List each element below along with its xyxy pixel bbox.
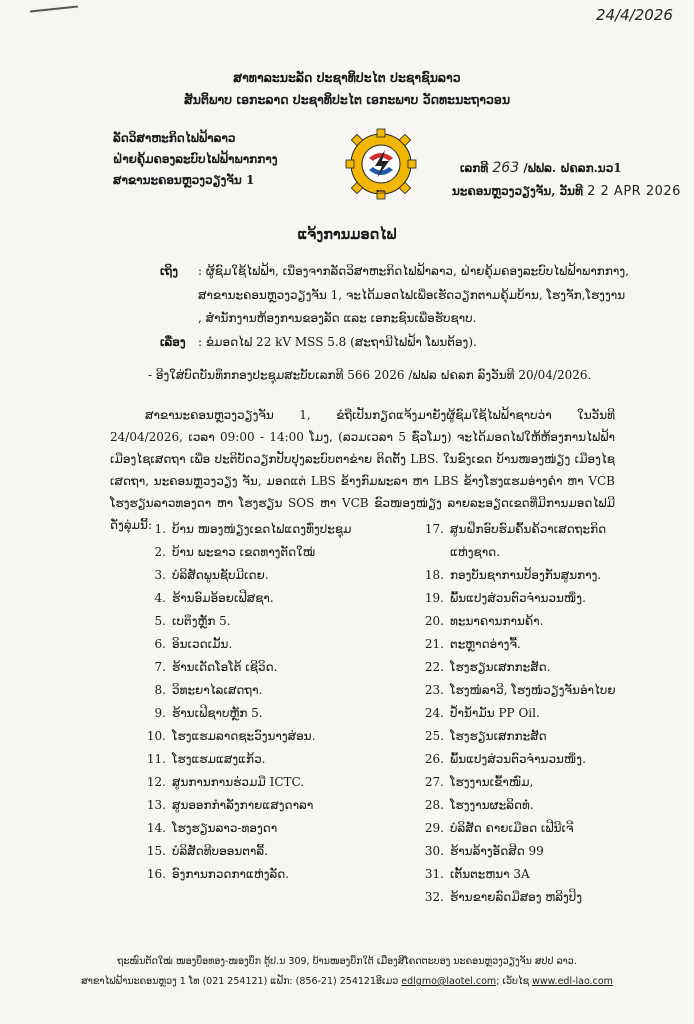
org-line1: ລັດວິສາຫະກິດໄຟຟ້າລາວ [113, 131, 236, 145]
list-item [140, 660, 277, 674]
list-item-num: 5. [154, 614, 166, 628]
ref-number-suffix: /ຟຟລ. ຝຄລກ.ນວ1 [523, 161, 622, 175]
edl-logo-icon [345, 128, 417, 200]
list-item [140, 591, 274, 605]
list-item [418, 637, 521, 651]
list-item-num: 32. [424, 890, 444, 904]
list-item [140, 798, 313, 812]
list-item-text: ຕະຫຼາດອ່າງຈື້. [450, 637, 521, 651]
document-title: ແຈ້ງການມອດໄຟ [297, 226, 397, 243]
list-item [418, 545, 500, 559]
list-item-num: 29. [424, 821, 444, 835]
list-item [418, 683, 616, 697]
list-item-num: 27. [424, 775, 444, 789]
to-label: ເຖິງ [160, 264, 179, 278]
list-item-text: ໂຮງງານເຂົ້າໜົມ, [450, 775, 534, 789]
list-item-num: 6. [154, 637, 166, 651]
list-item [140, 706, 263, 720]
list-item [140, 867, 289, 881]
list-item-num: 4. [154, 591, 166, 605]
list-item-num: 19. [424, 591, 444, 605]
list-item-num: 26. [424, 752, 444, 766]
list-item-num: 30. [424, 844, 444, 858]
list-item-num: 28. [424, 798, 444, 812]
list-item [140, 775, 304, 789]
ref-number-value: 263 [492, 160, 520, 176]
list-item-text: ໂຮງຮຽນເສກກະສັດ [450, 729, 547, 743]
list-item [140, 568, 269, 582]
list-item-text: ສູນອອກກຳລັງກາຍແສງດາລາ [172, 798, 314, 812]
ref-number [460, 160, 622, 176]
list-item-text: ປໍ້ານ້ຳມັນ PP Oil. [450, 706, 540, 720]
list-item-text: ທະນາຄານການຄ້າ. [450, 614, 544, 628]
footer-contact-prefix: ສາຂາໄຟຟ້ານະຄອນຫຼວງ 1 ໂທ (021 254121) ແຟັກ: (856-21) 254121ອີເມວ [81, 976, 399, 987]
list-item [418, 867, 530, 881]
to-line1: : ຜູ້ຊົມໃຊ້ໄຟຟ້າ, ເນື່ອງຈາກລັດວິສາຫະກິດໄຟຟ້າລາວ, ຝ່າຍຄຸ້ມຄອງລະບົບໄຟຟ້າພາກກາງ, [198, 264, 629, 278]
list-item-num: 8. [154, 683, 166, 697]
corner-note: 24/4/2026 [596, 6, 673, 24]
reference-note: - ອີງໃສ່ບົດບັນທຶກກອງປະຊຸມສະບັບເລກທີ 566 2026 /ຟຟລ ຝຄລກ ລົງວັນທີ 20/04/2026. [148, 368, 592, 382]
footer-website-link[interactable]: www.edl-lao.com [532, 976, 613, 987]
org-line3: ສາຂານະຄອນຫຼວງວຽງຈັນ 1 [113, 173, 255, 187]
list-item [140, 614, 231, 628]
list-item-num: 12. [146, 775, 166, 789]
national-header-line1: ສາທາລະນະລັດ ປະຊາທິປະໄຕ ປະຊາຊົນລາວ [233, 70, 461, 85]
list-item-text: ບ້ານ ພະຂາວ ເຂດທາງຕັດໃໝ່ [172, 545, 316, 559]
list-item-text: ໂຮງຮຽນລາວ-ທອງດາ [172, 821, 278, 835]
list-item [140, 522, 351, 536]
list-item-num: 1. [154, 522, 166, 536]
footer-contact-mid: ; ເວັບໄຊ [496, 976, 530, 987]
list-item-text: ໂຮງງານຜະລິດທໍ່. [450, 798, 534, 812]
list-item-text: ໂຮງແຮມແສງແກ້ວ. [172, 752, 266, 766]
list-item [418, 591, 586, 605]
list-item [140, 637, 232, 651]
list-item [418, 775, 533, 789]
list-item-num: 25. [424, 729, 444, 743]
list-item-num: 14. [146, 821, 166, 835]
date-stamp: 2 2 APR 2026 [587, 184, 681, 199]
list-item [418, 729, 547, 743]
list-item-num: 31. [424, 867, 444, 881]
body-paragraph: ສາຂານະຄອນຫຼວງວຽງຈັນ 1, ຂໍຖືເປັນກຽດແຈ້ງມາຍັງຜູ້ຊົມໃຊ້ໄຟຟ້າຊາບວ່າ ໃນວັນທີ 24/04/2026, ເວລາ 09:00 - 14:00 ໂມງ, (ລວມເວລາ 5 ຊົ່ວໂມງ) ຈະໄດ້ມອດໄຟໃຫ້ຫ້ອງການໄຟຟ້າເມືອງໄຊເສດຖາ ເພື່ອ ປະຕິບັດວຽກປັບປຸງລະບົບຕາຂ່າຍ ຕິດຕັ້ງ LBS. ໃນຂົງເຂດ ບ້ານໜອງໜ່ຽງ ເມືອງໄຊເສດຖາ, ນະຄອນຫຼວງວຽງ ຈັນ, ມອດແຕ່ LBS ຂ້າງກົມພະລາ ຫາ LBS ຂ້າງໂຮງແຮມອ່າງຄຳ ຫາ VCB ໂຮງຮຽນລາວທອງດາ ຫາ ໂຮງຮຽນ SOS ຫາ VCB ຂົວໜອງໜ່ຽງ ລາຍລະອຽດເຂດທີ່ມີການມອດໄຟມີດັ່ງລຸ່ມນີ້: [110, 408, 615, 532]
list-item-text: ບໍລິສັດ ຄາຍເມືອດ ເຟີນີເຈີ [450, 821, 574, 835]
list-item-num: 15. [146, 844, 166, 858]
place-date [452, 184, 681, 199]
to-line3: , ສຳນັກງານຫ້ອງການຂອງລັດ ແລະ ເອກະຊົນເພື່ອຮັບຊາບ. [198, 311, 477, 325]
place-date-label: ນະຄອນຫຼວງວຽງຈັນ, ວັນທີ [452, 184, 583, 198]
subject-label: ເລື່ອງ [160, 335, 186, 349]
list-item [418, 706, 540, 720]
national-header-line2: ສັນຕິພາບ ເອກະລາດ ປະຊາທິປະໄຕ ເອກະພາບ ວັດທະນະຖາວອນ [183, 92, 511, 107]
footer-contact [0, 976, 694, 987]
list-item-text: ແຫ່ງຊາດ. [450, 545, 501, 559]
list-item [418, 522, 606, 536]
list-item-num: 17. [424, 522, 444, 536]
org-line2: ຝ່າຍຄຸ້ມຄອງລະບົບໄຟຟ້າພາກກາງ [113, 152, 278, 166]
list-item-num: 23. [424, 683, 444, 697]
list-item-text: ອິນເວດເມັ້ນ. [172, 637, 233, 651]
ref-number-label: ເລກທີ [460, 161, 489, 175]
list-item-num: 24. [424, 706, 444, 720]
list-item [418, 568, 601, 582]
list-item-num: 21. [424, 637, 444, 651]
list-item-text: ບໍລິສັດທີບອອນຕາລີ້. [172, 844, 268, 858]
list-item [418, 890, 582, 904]
list-item-text: ຮ້ານຂາຍລົດມືສອງ ຫລີງປິງ [450, 890, 583, 904]
list-item-text: ສູນຝຶກອົບຮົມຄົ້ນຄ້ວາເສດຖະກິດ [450, 522, 607, 536]
list-item-num: 11. [146, 752, 166, 766]
list-item [140, 545, 315, 559]
list-item [140, 729, 315, 743]
to-line2: ສາຂານະຄອນຫຼວງວຽງຈັນ 1, ຈະໄດ້ມອດໄຟເພື່ອເຮັດວຽກຕາມຄຸ້ມບ້ານ, ໂຮງຈັກ,ໂຮງງານ [198, 288, 626, 302]
list-item [140, 683, 262, 697]
list-item [418, 660, 550, 674]
list-item-num: 16. [146, 867, 166, 881]
list-item-text: ວິທະຍາໄລເສດຖາ. [172, 683, 263, 697]
list-item-num: 22. [424, 660, 444, 674]
list-item [140, 821, 277, 835]
list-item-text: ກອງບັນຊາການປ້ອງກັນສູນກາງ. [450, 568, 602, 582]
list-item-text: ອົງການກວດກາແຫ່ງລັດ. [172, 867, 290, 881]
logo-text: EDL [376, 190, 386, 196]
list-item-num: 20. [424, 614, 444, 628]
list-item-num: 3. [154, 568, 166, 582]
list-item-text: ພົ້ນແປງສ່ວນຕົວຈຳນວນໜຶ່ງ. [450, 591, 586, 605]
list-item-num: 18. [424, 568, 444, 582]
list-item-num: 7. [154, 660, 166, 674]
list-item [418, 752, 586, 766]
list-item-text: ບ້ານ ໜອງໜ່ຽງເຂດໄຟແດງທົ່ງປະຊຸມ [172, 522, 352, 536]
list-item [140, 752, 265, 766]
list-item-text: ພົ້ນແປງສ່ວນຕົວຈຳນວນໜຶ່ງ. [450, 752, 586, 766]
list-item-text: ຮ້ານອົມອ້ອຍເຟີສຊາ. [172, 591, 274, 605]
list-item-text: ເຕັ້ນຕະຫນາ 3A [450, 867, 530, 881]
list-item [418, 821, 574, 835]
list-item-text: ສູນການການຮ່ວມມື ICTC. [172, 775, 305, 789]
list-item-text: ໂຮງໜໍລາວີ, ໂຮງໜໍວຽງຈັນອຳໄບຍ [450, 683, 616, 697]
list-item-text: ຮ້ານເດັດໂອໂຕ້ ເຊີວິດ. [172, 660, 278, 674]
list-item-num: 13. [146, 798, 166, 812]
list-item-text: ຮ້ານເຟີຊາບຫຼັກ 5. [172, 706, 263, 720]
pen-mark [30, 5, 78, 12]
subject-text: : ຂໍມອດໄຟ 22 kV MSS 5.8 (ສະຖານີໄຟຟ້າ ໂພນຕ້ອງ). [198, 335, 477, 349]
list-item [140, 844, 268, 858]
list-item-text: ໂຮງແຮມລາດຊະວົງນາງສ່ອນ. [172, 729, 316, 743]
list-item-text: ໂຮງຮຽນເສກກະສັດ. [450, 660, 551, 674]
footer-address: ຖະໜົນຕັດໃໝ່ ໜອງບຶອທອງ-ໜອງບຶກ ຕູ້ປ.ນ 309, ບ້ານໜອງບຶກໃຕ້ ເມືອງສີໂຄດຕະບອງ ນະຄອນຫຼວງວຽງຈັນ ສປປ ລາວ. [117, 956, 577, 967]
list-item-num: 10. [146, 729, 166, 743]
list-item-text: ບໍລິສັດພູນຊັບມີເດຍ. [172, 568, 269, 582]
list-item [418, 844, 544, 858]
footer-email-link[interactable]: edlgmo@laotel.com [401, 976, 497, 987]
list-item [418, 614, 543, 628]
list-item [418, 798, 534, 812]
list-item-text: ເບຕຶງຫຼັກ 5. [172, 614, 231, 628]
list-item-num: 2. [154, 545, 166, 559]
list-item-num: 9. [154, 706, 166, 720]
list-item-text: ຮ້ານລ້າງອັດສີດ 99 [450, 844, 544, 858]
